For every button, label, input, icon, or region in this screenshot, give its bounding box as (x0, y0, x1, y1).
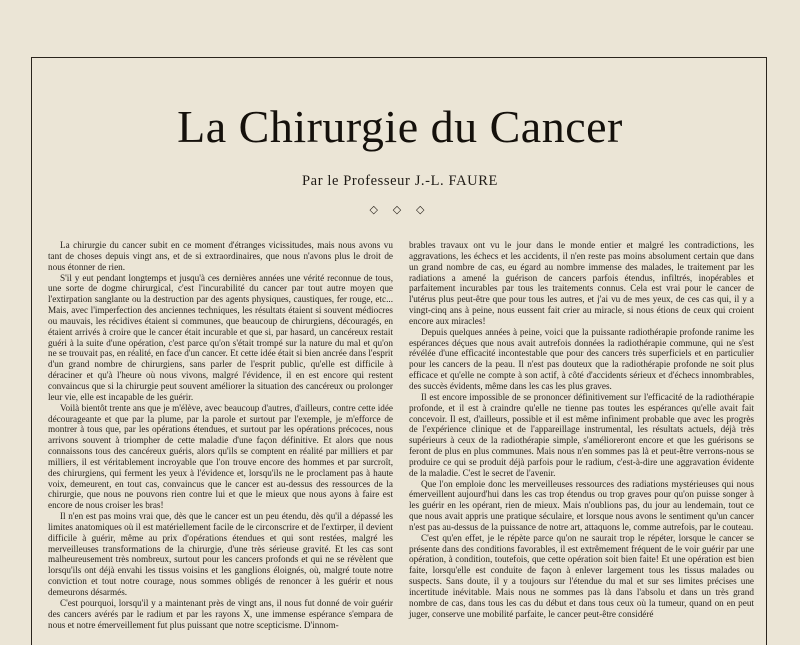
paragraph: C'est qu'en effet, je le répète parce qu'on ne saurait trop le répéter, lorsque le cancer se présente dans des conditions favorables, il est extrêmement fréquent de le voir guérir par une opération, à condition, toutefois, que cette opération soit bien faite! Et une opération est bien faite, lorsqu'elle est conduite de façon à enlever largement tous les tissus malades ou suspects. Sans doute, il y a toujours sur l'étendue du mal et sur ses limites précises une incertitude inévitable. Mais nous ne sommes pas là dans l'absolu et dans un très grand nombre de cas, dans tous les cas du début et dans tous ceux où la tumeur, quand on en peut juger, conserve une mobilité parfaite, le cancer peut-être considéré (409, 532, 754, 619)
title-ornament: ◇ ◇ ◇ (369, 204, 431, 216)
paragraph: Il est encore impossible de se prononcer définitivement sur l'efficacité de la radiothérapie profonde, et il est à craindre qu'elle ne tienne pas toutes les espérances qu'elle avait fait concevoir. Il est, d'ailleurs, possible et il est même infiniment probable que avec les progrès de l'expérience clinique et de l'appareillage instrumental, les résultats actuels, déjà très supérieurs à ceux de la radiothérapie simple, s'amélioreront encore et que les guérisons se feront de plus en plus communes. Mais nous n'en sommes pas là et peut-être verrons-nous se produire ce qui se produit déjà parfois pour le radium, c'est-à-dire une aggravation évidente de la maladie. C'est le secret de l'avenir. (409, 391, 754, 478)
paragraph: Voilà bientôt trente ans que je m'élève, avec beaucoup d'autres, d'ailleurs, contre cette idée décourageante et que par la plume, par la parole et surtout par l'exemple, je m'efforce de montrer à tous que, par les opérations étendues, et surtout par les opérations précoces, nous arrivons souvent à triompher de cette maladie d'une façon définitive. Et alors que nous connaissons tous des cancéreux guéris, alors qu'ils se comptent en réalité par milliers et par milliers, il est véritablement incroyable que l'on trouve encore des hommes et par surcroît, des chirurgiens, qui ferment les yeux à l'évidence et, lorsqu'ils ne le proclament pas à haute voix, demeurent, en tout cas, convaincus que le cancer est au-dessus des ressources de la chirurgie, que nous ne pouvons rien contre lui et que le mieux que nous ayons à faire est encore de nous croiser les bras! (48, 402, 393, 511)
paragraph: C'est pourquoi, lorsqu'il y a maintenant près de vingt ans, il nous fut donné de voir guérir des cancers avérés par le radium et par les rayons X, une immense espérance s'empara de nous et notre émerveillement fut plus puissant que notre scepticisme. D'innom- (48, 597, 393, 630)
left-column (48, 240, 393, 630)
paragraph: S'il y eut pendant longtemps et jusqu'à ces dernières années une vérité reconnue de tous, une sorte de dogme chirurgical, c'est l'incurabilité du cancer par tout autre moyen que l'extirpation sanglante ou la destruction par des agents physiques, caustiques, fer rouge, etc... Mais, avec l'imperfection des anciennes techniques, les résultats étaient si souvent médiocres ou mauvais, les récidives étaient si communes, que beaucoup de chirurgiens, découragés, en étaient arrivés à croire que le cancer était incurable et que si, par hasard, un cancéreux restait guéri à la suite d'une opération, c'est parce qu'on s'était trompé sur la nature du mal et qu'on ne se trouvait pas, en réalité, en face d'un cancer. Et cette idée était si bien ancrée dans l'esprit d'un grand nombre de chirurgiens, sans parler de l'esprit public, qu'elle est difficile à déraciner et qu'à l'heure où nous vivons, malgré l'évidence, il en est encore qui restent convaincus que si la chirurgie peut souvent améliorer la situation des cancéreux ou prolonger leur vie, elle est incapable de les guérir. (48, 272, 393, 402)
article-title: La Chirurgie du Cancer (177, 101, 623, 152)
paragraph: brables travaux ont vu le jour dans le monde entier et malgré les contradictions, les aggravations, les échecs et les accidents, il n'en reste pas moins absolument certain que dans un grand nombre de cas, eu égard au nombre immense des malades, le traitement par les radiations a amené la guérison de cancers parfois étendus, infiltrés, inopérables et parfaitement incurables par tous les traitements connus. Cela est vrai pour le cancer de l'utérus plus peut-être que pour tous les autres, et j'ai vu de mes yeux, de ces cas qui, il y a vingt-cinq ans à peine, nous eussent fait crier au miracle, si nous étions de ceux qui croient encore aux miracles! (409, 240, 754, 326)
right-column (409, 240, 754, 620)
paragraph: Que l'on emploie donc les merveilleuses ressources des radiations mystérieuses qui nous émerveillent aujourd'hui dans les cas trop étendus ou trop graves pour qu'on puisse songer à les guérir en les opérant, rien de mieux. Mais n'oublions pas, du jour au lendemain, tout ce que nous avait appris une pratique séculaire, et lorsque nous avons le sentiment qu'un cancer n'est pas au-dessus de la puissance de notre art, attaquons le, comme autrefois, par le couteau. (409, 478, 754, 532)
paragraph: Depuis quelques années à peine, voici que la puissante radiothérapie profonde ranime les espérances déçues que nous avait autrefois données la radiothérapie commune, qui ne s'est révélée d'une efficacité incontestable que pour des cancers très superficiels et en particulier pour les cancers de la peau. Il n'est pas douteux que la radiothérapie profonde ne soit plus efficace et qu'elle ne compte à son actif, à côté d'accidents sérieux et d'échecs innombrables, des succès évidents, même dans les cas les plus graves. (409, 326, 754, 391)
paragraph: La chirurgie du cancer subit en ce moment d'étranges vicissitudes, mais nous avons vu tant de choses depuis vingt ans, et de si extraordinaires, que nous n'avons plus le droit de nous étonner de rien. (48, 240, 393, 272)
article-byline: Par le Professeur J.-L. FAURE (302, 173, 498, 189)
paragraph: Il n'en est pas moins vrai que, dès que le cancer est un peu étendu, dès qu'il a dépassé les limites anatomiques où il est matériellement facile de le circonscrire et de l'extirper, il devient difficile à guérir, même au prix d'opérations étendues et qui sont restées, malgré les merveilleuses transformations de la chirurgie, d'une très sérieuse gravité. Et les cas sont malheureusement très nombreux, surtout pour les cancers profonds et qui ne se révèlent que lorsqu'ils ont déjà envahi les tissus voisins et les ganglions éloignés, où, malgré toute notre conviction et tout notre courage, nous sommes obligés de renoncer à les guérir et nous demeurons désarmés. (48, 511, 393, 597)
